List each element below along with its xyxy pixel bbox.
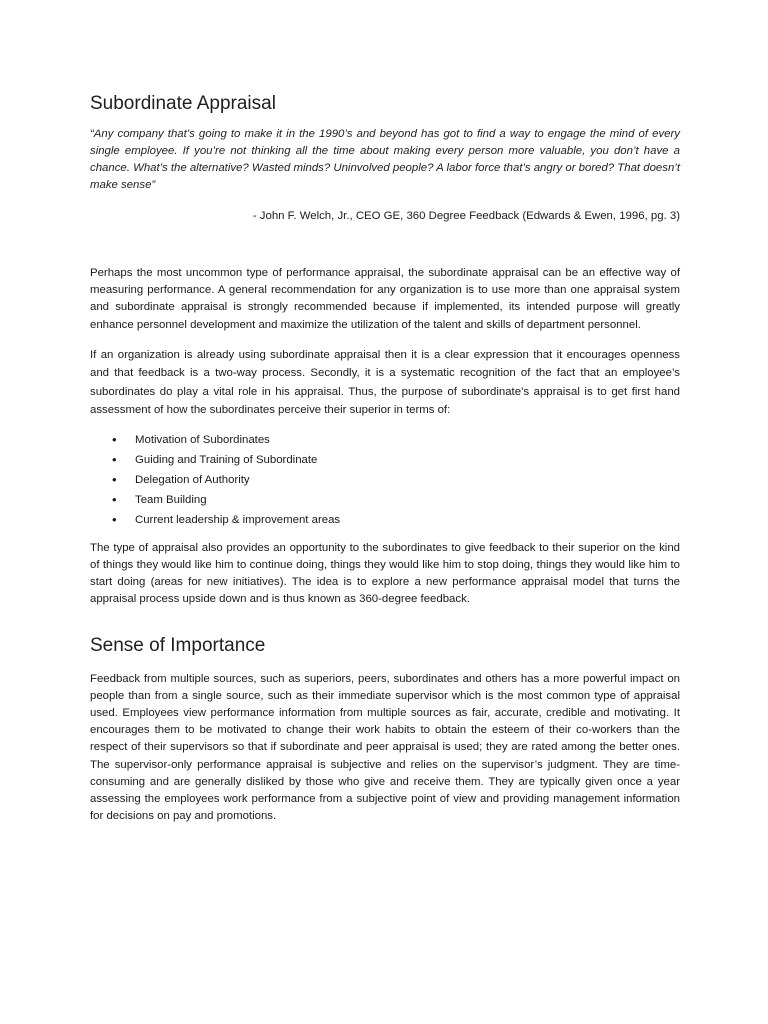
list-item	[90, 450, 680, 470]
list-item-text: Current leadership & improvement areas	[135, 513, 341, 526]
bullet-icon: •	[112, 511, 117, 527]
bullet-icon: •	[112, 471, 117, 487]
document-content	[90, 88, 680, 825]
list-item-text: Motivation of Subordinates	[135, 433, 270, 446]
list-item-text: Delegation of Authority	[135, 473, 250, 486]
bullet-icon: •	[112, 491, 117, 507]
page-title: Subordinate Appraisal	[90, 93, 276, 114]
list-item	[90, 490, 680, 510]
spacer	[90, 334, 680, 346]
paragraph-openness: If an organization is already using subordinate appraisal then it is a clear expression that it encourages openness and that feedback is a two-way process. Secondly, it is a systematic recognition of the fact that an employee’s subordinates do play a vital role in his appraisal. Thus, the purpose of subordinate’s appraisal is to get first hand assessment of how the subordinates perceive their superior in terms of:	[90, 348, 680, 417]
paragraph-intro: Perhaps the most uncommon type of performance appraisal, the subordinate appraisal can be an effective way of measuring performance. A general recommendation for any organization is to use more than one appraisal system and subordinate appraisal is strongly recommended because if implemented, its intended purpose will greatly enhance personnel development and maximize the utilization of the talent and skills of department personnel.	[90, 267, 680, 331]
quote-attribution: - John F. Welch, Jr., CEO GE, 360 Degree Feedback (Edwards & Ewen, 1996, pg. 3)	[252, 210, 680, 222]
section-heading: Sense of Importance	[90, 634, 266, 656]
spacer	[90, 225, 680, 265]
list-item	[90, 430, 680, 450]
paragraph-feedback: The type of appraisal also provides an opportunity to the subordinates to give feedback to their superior on the kind of things they would like him to continue doing, things they would like him to stop doing, things they would like him to start doing (areas for new initiatives). The idea is to explore a new performance appraisal model that turns the appraisal process upside down and is thus known as 360-degree feedback.	[90, 541, 680, 606]
list-item	[90, 470, 680, 490]
bullet-icon: •	[112, 451, 117, 467]
epigraph-quote: “Any company that’s going to make it in the 1990’s and beyond has got to find a way to engage the mind of every single employee. If you’re not thinking all the time about making every person more valuable, you don’t have a chance. What’s the alternative? Wasted minds? Uninvolved people? A labor force that’s angry or bored? That doesn’t make sense”	[90, 128, 680, 191]
list-item-text: Guiding and Training of Subordinate	[135, 453, 318, 466]
list-item-text: Team Building	[135, 493, 207, 506]
paragraph-importance: Feedback from multiple sources, such as superiors, peers, subordinates and others has a more powerful impact on people than from a single source, such as their immediate supervisor which is the most common type of appraisal used. Employees view performance information from multiple sources as fair, accurate, credible and motivating. It encourages them to be motivated to change their work habits to obtain the esteem of their co-workers than the respect of their supervisors so that if subordinate and peer appraisal is used; they are rated among the better ones. The supervisor-only performance appraisal is subjective and relies on the supervisor’s judgment. They are time-consuming and are generally disliked by those who give and receive them. They are typically given once a year assessing the employees work performance from a subjective point of view and providing management information for decisions on pay and promotions.	[90, 672, 680, 823]
bullet-icon: •	[112, 431, 117, 447]
list-item	[90, 510, 680, 530]
bullet-list	[90, 430, 680, 530]
